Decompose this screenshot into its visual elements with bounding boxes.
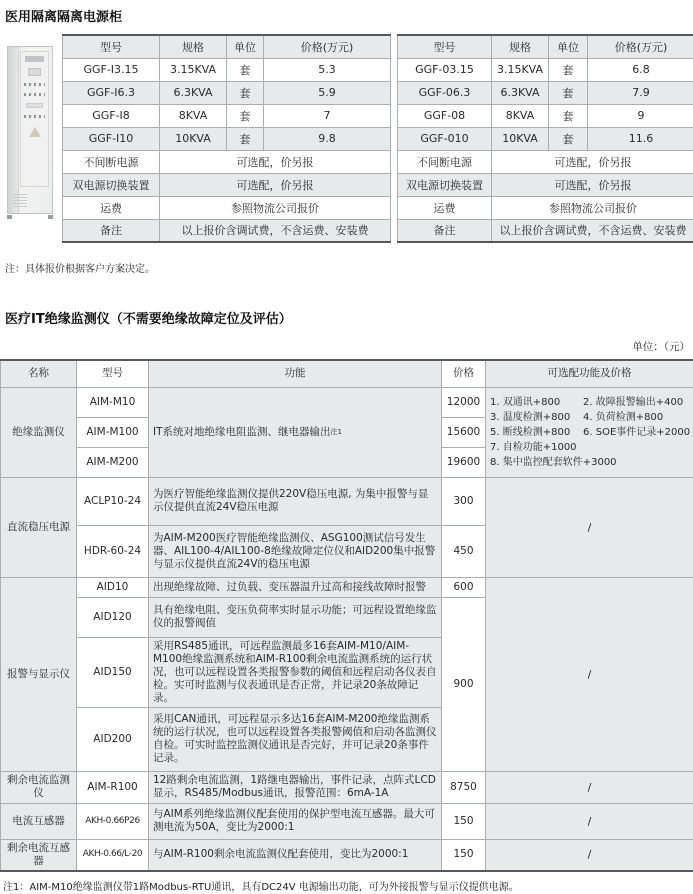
table-row (398, 219, 693, 242)
price-cell: 12000 (442, 387, 486, 417)
option-label-cell: 不间断电源 (398, 150, 492, 173)
cabinet-indicator-row (24, 115, 45, 118)
model-cell: AID120 (77, 597, 149, 637)
option-item: 5. 断线检测+800 (490, 426, 571, 438)
cabinet-side-panel (8, 47, 19, 213)
cabinet-indicator-row (24, 83, 45, 86)
table-row (1, 477, 693, 525)
model-cell: GGF-I10 (63, 127, 160, 150)
option-line (490, 410, 689, 425)
table-row (1, 839, 693, 871)
function-cell: 采用CAN通讯，可远程显示多达16套AIM-M200绝缘监测系统的运行状况，也可以远程设置各类报警阈值和启动各监测仪自检。可实时监控监测仪通讯是否完好，并可记录20条事件记录。 (149, 707, 442, 771)
table-row (63, 219, 391, 242)
spec-cell: 8KVA (492, 104, 549, 127)
model-cell: AIM-M10 (77, 387, 149, 417)
unit-cell: 套 (549, 104, 588, 127)
cabinet-product-image (0, 34, 62, 239)
model-cell: AIM-M100 (77, 417, 149, 447)
option-item: 8. 集中监控配套软件+3000 (490, 456, 617, 468)
table-row (63, 81, 391, 104)
price-cell: 450 (442, 525, 486, 577)
price-cell: 15600 (442, 417, 486, 447)
spec-cell: 6.3KVA (160, 81, 227, 104)
unit-cell: 套 (227, 81, 264, 104)
price-cell: 900 (442, 597, 486, 771)
spec-cell: 10KVA (160, 127, 227, 150)
price-cell: 11.6 (588, 127, 693, 150)
table-row (1, 387, 693, 417)
model-cell: ACLP10-24 (77, 477, 149, 525)
name-cell: 报警与显示仪 (1, 577, 77, 771)
price-cell: 5.3 (264, 58, 391, 81)
price-cell: 600 (442, 577, 486, 597)
price-cell: 7.9 (588, 81, 693, 104)
column-header: 价格 (442, 360, 486, 387)
function-cell: 与AIM-R100剩余电流监测仪配套使用，变比为2000:1 (149, 839, 442, 871)
table-row (63, 104, 391, 127)
model-cell: AKH-0.66P26 (77, 803, 149, 839)
price-cell: 8750 (442, 771, 486, 803)
option-line (490, 455, 689, 470)
option-line (490, 440, 689, 455)
options-cell: / (486, 839, 693, 871)
price-cell: 5.9 (264, 81, 391, 104)
section1-content (0, 34, 693, 243)
option-label-cell: 不间断电源 (63, 150, 160, 173)
spec-cell: 8KVA (160, 104, 227, 127)
column-header: 名称 (1, 360, 77, 387)
options-cell: / (486, 803, 693, 839)
table-row (63, 150, 391, 173)
function-cell: 12路剩余电流监测，1路继电器输出，事件记录，点阵式LCD显示，RS485/Modbus通讯，报警范围：6mA-1A (149, 771, 442, 803)
function-cell: 采用RS485通讯，可远程监测最多16套AIM-M10/AIM-M100绝缘监测系统和AIM-R100剩余电流监测系统的运行状况，也可以远程设置各类报警参数的阈值和远程启动各仪表自检。实可时监测与仪表通讯是否正常，并记录20条故障记录。 (149, 637, 442, 707)
price-table-o-series (397, 34, 693, 243)
spec-cell: 3.15KVA (160, 58, 227, 81)
column-header: 规格 (160, 35, 227, 58)
cabinet-display-panel (28, 68, 41, 76)
spec-cell: 6.3KVA (492, 81, 549, 104)
cabinet-indicator-row (24, 93, 45, 96)
column-header: 价格(万元) (588, 35, 693, 58)
cabinet-feet (7, 215, 53, 219)
footnote-ref: 注1 (330, 427, 342, 436)
table-row (1, 577, 693, 597)
price-cell: 19600 (442, 447, 486, 477)
table-row (398, 127, 693, 150)
table-row (63, 196, 391, 219)
option-label-cell: 备注 (63, 219, 160, 242)
column-header: 可选配功能及价格 (486, 360, 693, 387)
model-cell: AID10 (77, 577, 149, 597)
table-row (398, 81, 693, 104)
column-header: 单位 (227, 35, 264, 58)
table-row (63, 173, 391, 196)
options-cell: / (486, 477, 693, 577)
price-cell: 300 (442, 477, 486, 525)
unit-label: 单位：（元） (632, 341, 690, 353)
table-row (1, 771, 693, 803)
price-cell: 150 (442, 839, 486, 871)
spec-cell: 10KVA (492, 127, 549, 150)
function-cell: 为AIM-M200医疗智能绝缘监测仪、ASG100测试信号发生器、AIL100-4/AIL100-8绝缘故障定位仪和AID200集中报警与显示仪提供直流24V的稳压电源 (149, 525, 442, 577)
unit-cell: 套 (227, 127, 264, 150)
cabinet-front-door (20, 51, 49, 187)
price-cell: 150 (442, 803, 486, 839)
option-value-cell: 可选配，价另报 (160, 173, 391, 196)
model-cell: AID150 (77, 637, 149, 707)
option-label-cell: 运费 (63, 196, 160, 219)
table-header-row (1, 360, 693, 387)
option-value-cell: 以上报价含调试费，不含运费、安装费 (492, 219, 693, 242)
column-header: 规格 (492, 35, 549, 58)
unit-cell: 套 (227, 58, 264, 81)
price-cell: 9.8 (264, 127, 391, 150)
option-line (490, 395, 689, 410)
table-row (63, 127, 391, 150)
cabinet-panel-strip (26, 103, 43, 108)
model-cell: AKH-0.66/L-20 (77, 839, 149, 871)
column-header: 单位 (549, 35, 588, 58)
function-cell (149, 387, 442, 477)
model-cell: AID200 (77, 707, 149, 771)
unit-cell: 套 (227, 104, 264, 127)
name-cell: 电流互感器 (1, 803, 77, 839)
price-table-i-series (62, 34, 391, 243)
table-row (398, 104, 693, 127)
table-row (63, 58, 391, 81)
monitor-price-table (0, 359, 693, 872)
price-cell: 6.8 (588, 58, 693, 81)
option-value-cell: 以上报价含调试费，不含运费、安装费 (160, 219, 391, 242)
name-cell: 剩余电流互感器 (1, 839, 77, 871)
options-cell: / (486, 577, 693, 771)
option-label-cell: 双电源切换装置 (63, 173, 160, 196)
option-value-cell: 可选配，价另报 (160, 150, 391, 173)
function-cell: 为医疗智能绝缘监测仪提供220V稳压电源, 为集中报警与显示仪提供直流24V稳压电源 (149, 477, 442, 525)
section2-footnote: 注1：AIM-M10绝缘监测仪带1路Modbus-RTU通讯，具有DC24V 电源输出功能，可为外接报警与显示仪提供电源。 (3, 881, 519, 893)
option-value-cell: 可选配，价另报 (492, 150, 693, 173)
options-cell (486, 387, 693, 477)
function-cell: 出现绝缘故障、过负载、变压器温升过高和接线故障时报警 (149, 577, 442, 597)
unit-cell: 套 (549, 58, 588, 81)
section1-title: 医用隔离隔离电源柜 (5, 10, 123, 25)
model-cell: GGF-I3.15 (63, 58, 160, 81)
option-label-cell: 备注 (398, 219, 492, 242)
column-header: 型号 (63, 35, 160, 58)
model-cell: AIM-M200 (77, 447, 149, 477)
option-item: 3. 温度检测+800 (490, 411, 571, 423)
model-cell: GGF-I6.3 (63, 81, 160, 104)
section2-title: 医疗IT绝缘监测仪（不需要绝缘故障定位及评估） (5, 312, 292, 327)
option-label-cell: 运费 (398, 196, 492, 219)
price-cell: 7 (264, 104, 391, 127)
option-value-cell: 参照物流公司报价 (160, 196, 391, 219)
model-cell: GGF-010 (398, 127, 492, 150)
table-row (398, 196, 693, 219)
name-cell: 直流稳压电源 (1, 477, 77, 577)
table-row (398, 150, 693, 173)
model-cell: AIM-R100 (77, 771, 149, 803)
column-header: 型号 (398, 35, 492, 58)
column-header: 功能 (149, 360, 442, 387)
unit-cell: 套 (549, 81, 588, 104)
model-cell: GGF-03.15 (398, 58, 492, 81)
model-cell: GGF-08 (398, 104, 492, 127)
warning-triangle-icon (29, 127, 41, 137)
option-line (490, 425, 689, 440)
option-item: 7. 自检功能+1000 (490, 441, 577, 453)
function-cell: 具有绝缘电阻、变压负荷率实时显示功能；可远程设置绝缘监仪的报警阀值 (149, 597, 442, 637)
option-item: 4. 负荷检测+800 (583, 411, 664, 423)
table-row (398, 173, 693, 196)
option-label-cell: 双电源切换装置 (398, 173, 492, 196)
column-header: 型号 (77, 360, 149, 387)
options-cell: / (486, 771, 693, 803)
table-row (398, 58, 693, 81)
option-item: 2. 故障报警输出+400 (583, 396, 684, 408)
table-header-row (398, 35, 693, 58)
model-cell: GGF-I8 (63, 104, 160, 127)
name-cell: 绝缘监测仪 (1, 387, 77, 477)
option-item: 1. 双通讯+800 (490, 396, 561, 408)
table-header-row (63, 35, 391, 58)
model-cell: GGF-06.3 (398, 81, 492, 104)
option-item: 6. SOE事件记录+2000 (583, 426, 691, 438)
option-value-cell: 可选配，价另报 (492, 173, 693, 196)
spec-cell: 3.15KVA (492, 58, 549, 81)
function-cell: 与AIM系列绝缘监测仪配套使用的保护型电流互感器。最大可测电流为50A，变比为2000:1 (149, 803, 442, 839)
model-cell: HDR-60-24 (77, 525, 149, 577)
cabinet-nameplate (25, 56, 44, 62)
price-cell: 9 (588, 104, 693, 127)
table-row (1, 803, 693, 839)
name-cell: 剩余电流监测仪 (1, 771, 77, 803)
section1-note: 注：具体报价根据客户方案决定。 (5, 264, 155, 275)
cabinet-vent-grille (13, 193, 27, 207)
function-text: IT系统对地绝缘电阻监测、继电器输出 (153, 425, 331, 438)
unit-cell: 套 (549, 127, 588, 150)
cabinet-body (7, 46, 53, 214)
column-header: 价格(万元) (264, 35, 391, 58)
option-value-cell: 参照物流公司报价 (492, 196, 693, 219)
